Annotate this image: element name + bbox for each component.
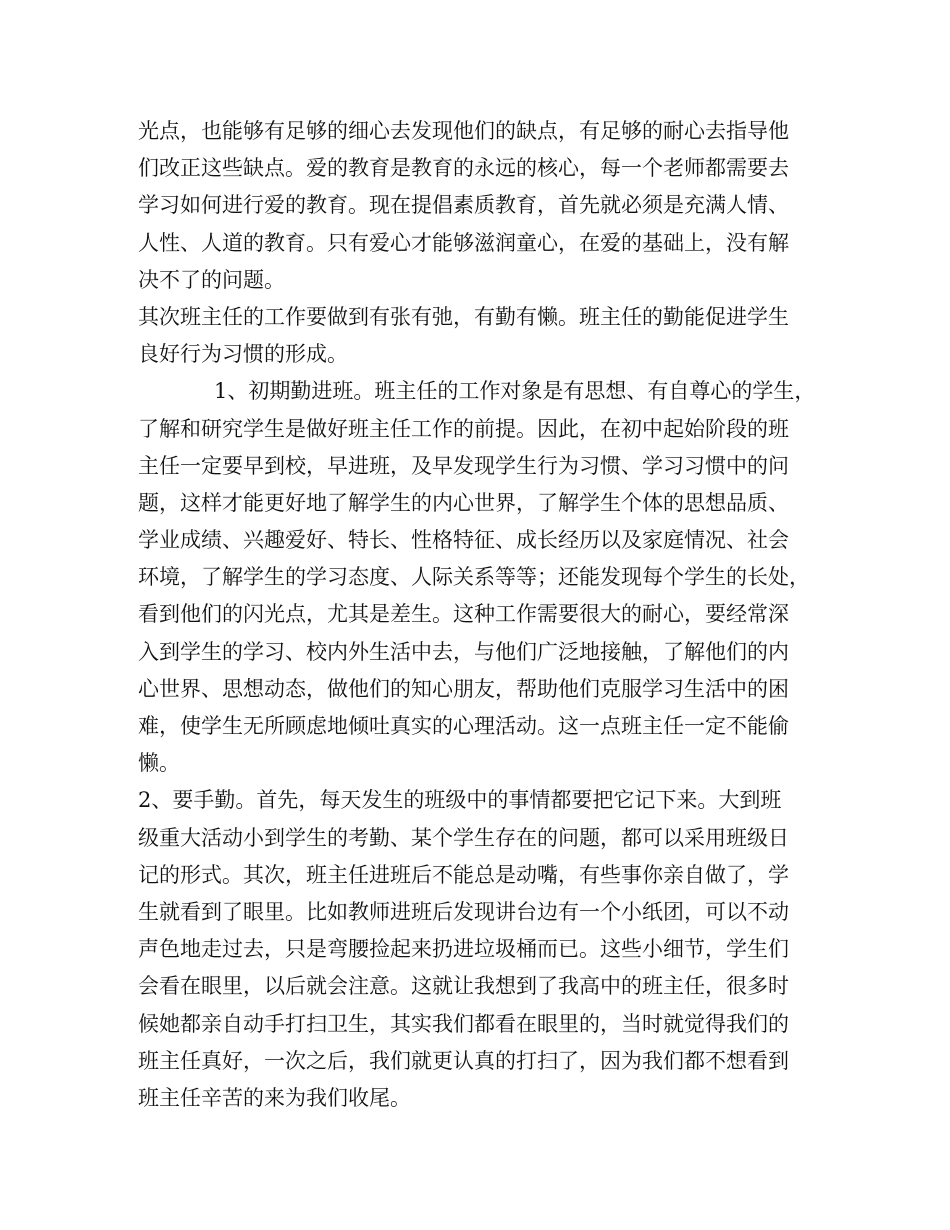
text-line: 声色地走过去，只是弯腰捡起来扔进垃圾桶而已。这些小细节，学生们: [138, 937, 789, 962]
text-line: 2、要手勤。首先，每天发生的班级中的事情都要把它记下来。大到班: [138, 788, 782, 813]
text-line: 人性、人道的教育。只有爱心才能够滋润童心，在爱的基础上，没有解: [138, 230, 789, 255]
text-line: 看到他们的闪光点，尤其是差生。这种工作需要很大的耐心，要经常深: [138, 602, 789, 627]
text-line: 光点，也能够有足够的细心去发现他们的缺点，有足够的耐心去指导他: [138, 119, 789, 143]
text-line: 记的形式。其次，班主任进班后不能总是动嘴，有些事你亲自做了，学: [138, 862, 789, 887]
text-line: 懒。: [138, 751, 180, 776]
text-line: 主任一定要早到校，早进班，及早发现学生行为习惯、学习习惯中的问: [138, 453, 789, 478]
text-line: 候她都亲自动手打扫卫生，其实我们都看在眼里的，当时就觉得我们的: [138, 1011, 789, 1036]
text-line: 其次班主任的工作要做到有张有弛，有勤有懒。班主任的勤能促进学生: [138, 304, 789, 329]
text-line: 学业成绩、兴趣爱好、特长、性格特征、成长经历以及家庭情况、社会: [138, 528, 789, 553]
text-line: 学习如何进行爱的教育。现在提倡素质教育，首先就必须是充满人情、: [138, 193, 789, 218]
text-line: 班主任真好，一次之后，我们就更认真的打扫了，因为我们都不想看到: [138, 1048, 789, 1073]
text-line: 环境，了解学生的学习态度、人际关系等等；还能发现每个学生的长处，: [138, 565, 810, 590]
text-line: 入到学生的学习、校内外生活中去，与他们广泛地接触，了解他们的内: [138, 639, 789, 664]
text-line: 难，使学生无所顾虑地倾吐真实的心理活动。这一点班主任一定不能偷: [138, 714, 789, 738]
text-line: 们改正这些缺点。爱的教育是教育的永远的核心，每一个老师都需要去: [138, 156, 789, 181]
text-line: 班主任辛苦的来为我们收尾。: [138, 1085, 411, 1110]
text-line: 了解和研究学生是做好班主任工作的前提。因此，在初中起始阶段的班: [138, 416, 789, 441]
text-line: 心世界、思想动态，做他们的知心朋友，帮助他们克服学习生活中的困: [138, 676, 789, 701]
text-line: 良好行为习惯的形成。: [138, 342, 348, 367]
text-line: 级重大活动小到学生的考勤、某个学生存在的问题，都可以采用班级日: [138, 825, 789, 850]
body-text: [138, 113, 828, 1117]
text-line: 决不了的问题。: [138, 267, 285, 292]
text-line: 会看在眼里，以后就会注意。这就让我想到了我高中的班主任，很多时: [138, 974, 789, 999]
text-line: 题，这样才能更好地了解学生的内心世界，了解学生个体的思想品质、: [138, 490, 789, 515]
text-line: 生就看到了眼里。比如教师进班后发现讲台边有一个小纸团，可以不动: [138, 899, 789, 924]
text-line-indented: 1、初期勤进班。班主任的工作对象是有思想、有自尊心的学生，: [214, 379, 816, 404]
